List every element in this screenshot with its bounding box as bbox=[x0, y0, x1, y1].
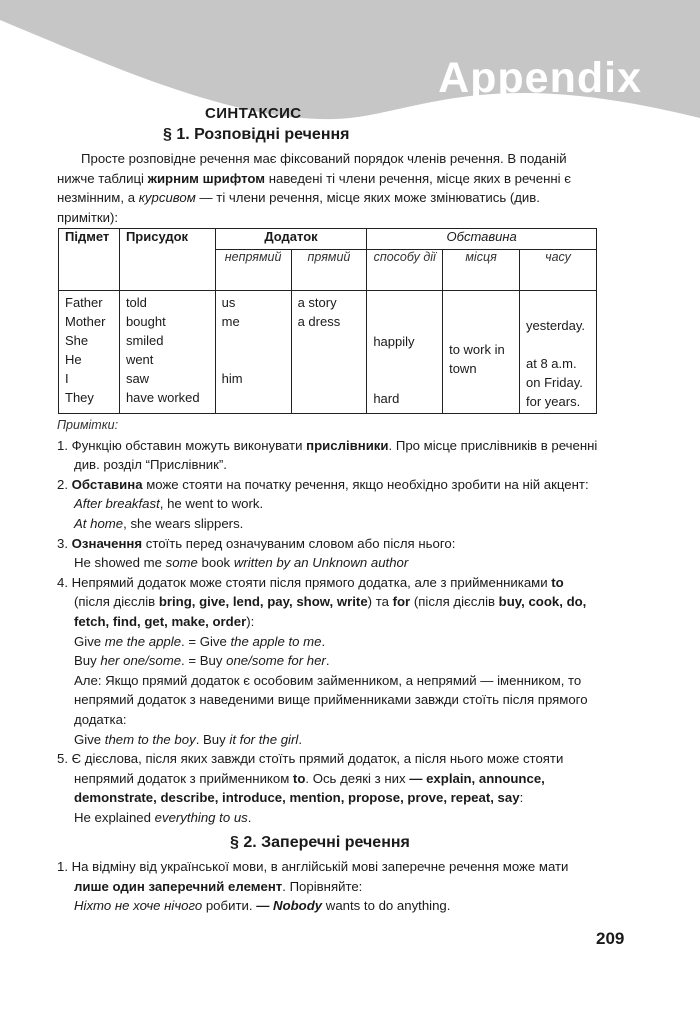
direct-object-column bbox=[291, 291, 367, 414]
subject-cell: Mother bbox=[65, 314, 106, 329]
time-cell: on Friday. bbox=[526, 375, 583, 390]
predicate-cell: smiled bbox=[125, 333, 164, 348]
header-adverbial: Обставина bbox=[367, 229, 597, 250]
note-4-example-1: Give me the apple. = Give the apple to me. bbox=[74, 633, 326, 649]
subject-cell: They bbox=[65, 390, 94, 405]
time-cell: for years. bbox=[526, 394, 581, 409]
subheader-time: часу bbox=[520, 250, 597, 291]
header-predicate: Присудок bbox=[119, 229, 215, 291]
manner-cell: hard bbox=[373, 391, 400, 406]
note-3: 3. Означення стоїть перед означуваним словом або після нього: bbox=[57, 535, 456, 551]
notes-block bbox=[57, 416, 602, 827]
intro-text-1: Просте розповідне речення має фіксований порядок членів речення. В поданій нижче таблиці bbox=[57, 151, 567, 186]
sentence-order-table bbox=[58, 228, 597, 414]
section2-example: Ніхто не хоче нічого робити. — Nobody wants to do anything. bbox=[74, 898, 451, 914]
indirect-cell: me bbox=[221, 314, 240, 329]
intro-text-2: наведені ті члени речення, місце яких в реченні є незмінним, а bbox=[57, 170, 571, 205]
note-4: 4. Непрямий додаток може стояти після прямого додатка, але з прийменниками to (після дієслів bring, give, lend, pay, show, write) та for (після дієслів buy, cook, do, fetch, find, get, make, order): bbox=[57, 574, 587, 629]
intro-text-3: — ті члени речення, місце яких може змінюватись (див. примітки): bbox=[57, 190, 540, 225]
predicate-cell: bought bbox=[125, 314, 166, 329]
appendix-title: Appendix bbox=[438, 54, 642, 102]
section2-item-1: 1. На відміну від української мови, в англійській мові заперечне речення може мати лише один заперечний елемент. Порівняйте: bbox=[57, 859, 569, 894]
manner-cell: happily bbox=[373, 334, 415, 349]
note-4-example-3: Give them to the boy. Buy it for the girl. bbox=[74, 731, 302, 747]
note-5-example: He explained everything to us. bbox=[74, 809, 252, 825]
indirect-object-column bbox=[215, 291, 291, 414]
place-cell: to work in town bbox=[449, 342, 505, 376]
subheader-place: місця bbox=[443, 250, 520, 291]
header-subject: Підмет bbox=[59, 229, 120, 291]
section2-title: § 2. Заперечні речення bbox=[230, 834, 410, 851]
section2-body bbox=[57, 857, 602, 916]
subject-cell: I bbox=[65, 371, 69, 386]
subjects-column bbox=[59, 291, 120, 414]
intro-bold: жирним шрифтом bbox=[147, 170, 266, 186]
note-2-example-2: At home, she wears slippers. bbox=[74, 515, 244, 531]
subject-cell: Father bbox=[65, 295, 103, 310]
section1-title: § 1. Розповідні речення bbox=[163, 126, 350, 143]
manner-column bbox=[367, 291, 443, 414]
place-column bbox=[443, 291, 520, 414]
note-4-but: Але: Якщо прямий додаток є особовим займенником, а непрямий — іменником, то непрямий додаток з наведеними вище прийменниками завжди стоїть після прямого додатка: bbox=[74, 672, 588, 727]
notes-label: Примітки: bbox=[57, 418, 119, 432]
time-cell: yesterday. bbox=[526, 318, 586, 333]
subheader-direct: прямий bbox=[291, 250, 367, 291]
predicate-cell: went bbox=[125, 352, 154, 367]
indirect-cell: him bbox=[221, 371, 243, 386]
section1-intro bbox=[57, 149, 597, 227]
time-cell: at 8 a.m. bbox=[526, 356, 577, 371]
direct-cell: a story bbox=[297, 295, 337, 310]
subheader-manner: способу дії bbox=[367, 250, 443, 291]
subject-cell: She bbox=[65, 333, 89, 348]
intro-italic: курсивом bbox=[138, 190, 196, 205]
predicates-column bbox=[119, 291, 215, 414]
note-2-example-1: After breakfast, he went to work. bbox=[74, 496, 264, 512]
note-2: 2. Обставина може стояти на початку речення, якщо необхідно зробити на ній акцент: bbox=[57, 476, 589, 492]
note-3-example: He showed me some book written by an Unknown author bbox=[74, 555, 409, 571]
time-column bbox=[520, 291, 597, 414]
subheader-indirect: непрямий bbox=[215, 250, 291, 291]
direct-cell: a dress bbox=[297, 314, 341, 329]
subject-cell: He bbox=[65, 352, 82, 367]
page-number: 209 bbox=[596, 929, 625, 948]
predicate-cell: told bbox=[125, 295, 147, 310]
note-1: 1. Функцію обставин можуть виконувати прислівники. Про місце прислівників в реченні див. розділ “Прислівник”. bbox=[57, 437, 598, 473]
predicate-cell: saw bbox=[125, 371, 150, 386]
predicate-cell: have worked bbox=[125, 390, 200, 405]
note-5: 5. Є дієслова, після яких завжди стоїть прямий додаток, а після нього може стояти непрямий додаток з прийменником to. Ось деякі з них — explain, announce, demonstrate, describe, introduce, mention, propose, prove, repeat, say: bbox=[57, 751, 564, 806]
heading-syntax: СИНТАКСИС bbox=[205, 105, 302, 122]
intro-paragraph bbox=[57, 149, 597, 227]
indirect-cell: us bbox=[221, 295, 236, 310]
header-object: Додаток bbox=[215, 229, 367, 250]
note-4-example-2: Buy her one/some. = Buy one/some for her. bbox=[74, 653, 330, 669]
